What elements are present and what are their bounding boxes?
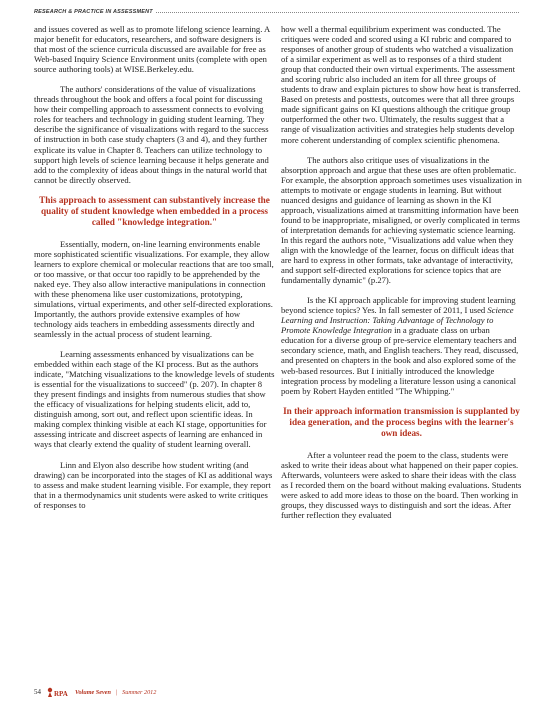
footer-separator: | [115, 688, 118, 696]
left-column [34, 24, 275, 510]
right-column [281, 24, 522, 520]
left-pull-quote: This approach to assessment can substantively increase the quality of student knowledge when embedded in a process called "knowledge integration." [39, 194, 270, 228]
book-title: Science Learning and Instruction: Taking Advantage of Technology to Promote Knowledge Integration [281, 305, 514, 336]
journal-issue: Summer 2012 [122, 688, 157, 696]
svg-text:RPA: RPA [54, 690, 68, 698]
right-paragraph-3-post: in a graduate class on urban education for a diverse group of pre-service elementary teachers and secondary science, math, and English teachers. They read, discussed, and presented on chapters in the book and also explored some of the web-based resources. But I initially introduced the knowledge integration process by modeling a literature lesson using a canonical poem by Robert Hayden entitled "The Whipping." [281, 325, 519, 396]
right-paragraph-4: After a volunteer read the poem to the class, students were asked to write their ideas about what happened on their paper copies. Afterwards, volunteers were asked to share their ideas with the class as I recorded them on the board without making evaluations. Students were asked to add more ideas to those on the board. Then working in groups, they discussed ways to distinguish and sort the ideas. After further reflection they evaluated [281, 449, 522, 520]
journal-volume: Volume Seven [75, 688, 111, 696]
header-dotted-rule [156, 12, 519, 13]
left-paragraph-2: The authors' considerations of the value of visualizations threads throughout the book and offers a focal point for discussing how their compelling approach to assessment connects to evolving roles for teachers and technology in guiding student learning. They describe the significance of visualizations with regard to the success of instruction in both case study chapters (3 and 4), and they further explicate its value in Chapter 8. Teachers can utilize technology to support high levels of science learning because it helps generate and add to the complexity of ideas about things in the natural world that cannot be directly observed. [34, 84, 269, 185]
left-paragraph-4: Learning assessments enhanced by visualizations can be embedded within each stage of the KI process. But as the authors indicate, "Matching visualizations to the knowledge levels of students is essential for the visualizations to succeed" (p. 207). In chapter 8 they present findings and insights from numerous studies that show the efficacy of visualizations for helping students elicit, add to, distinguish among, sort out, and reflect upon scientific ideas. In making complex thinking visible at each KI stage, opportunities for assessing intricate and discreet aspects of learning are enhanced in ways that clearly extend the quality of student learning overall. [34, 349, 275, 450]
right-paragraph-1: how well a thermal equilibrium experiment was conducted. The critiques were coded and scored using a KI rubric and compared to responses of another group of students who watched a visualization of a similar experiment as well as to responses of a third student group that conducted their own virtual experiments. The assessment and scoring rubric also included an item for all three groups of students to draw and explain pictures to show how heat is transferred. Based on pretests and posttests, outcomes were that all three groups made significant gains on KI questions although the critique group outperformed the other two. Ultimately, the results suggest that a range of visualization activities and strategies help students develop more coherent understanding of complex scientific phenomena. [281, 24, 521, 145]
page-footer [34, 685, 156, 699]
right-paragraph-3-pre: Is the KI approach applicable for improving student learning beyond science topics? Yes. In fall semester of 2011, I used [281, 295, 516, 316]
page-number: 54 [34, 688, 41, 696]
rpa-logo-icon [46, 686, 70, 698]
running-header [34, 7, 519, 17]
left-paragraph-1: and issues covered as well as to promote lifelong science learning. A major benefit for educators, researchers, and software designers is that most of the science curricula discussed are available for free as Web-based Inquiry Science Environment units (complete with open source authoring tools) at WISE.Berkeley.edu. [34, 24, 270, 75]
right-pull-quote: In their approach information transmission is supplanted by idea generation, and the process begins with the learner's own ideas. [283, 405, 520, 439]
left-paragraph-5: Linn and Elyon also describe how student writing (and drawing) can be incorporated into the stages of KI as additional ways to assess and make student learning visible. For example, they report that in a thermodynamics unit students were asked to write critiques of responses to [34, 459, 273, 510]
running-header-label: RESEARCH & PRACTICE IN ASSESSMENT [34, 9, 153, 15]
right-paragraph-3 [281, 295, 522, 395]
right-paragraph-2: The authors also critique uses of visualizations in the absorption approach and argue that these uses are often problematic. For example, the absorption approach sometimes uses visualization in attempts to motivate or engage students in learning. But without nuanced designs and guidance of learning as shown in the KI approach, visualizations aimed at transmitting information have been found to be inappropriate, misaligned, or overly complicated in terms of interpretation demands for achieving systematic science learning. In this regard the authors note, "Visualizations add value when they align with the knowledge of the learner, focus on difficult ideas that are hard to express in other formats, take advantage of interactivity, and support self-directed explorations for science topics that are fundamentally dynamic" (p.27). [281, 154, 522, 286]
left-paragraph-3: Essentially, modern, on-line learning environments enable more sophisticated scientific visualizations. For example, they allow learners to explore chemical or molecular reactions that are too small, or too massive, or that occur too rapidly to be apprehended by the naked eye. They also allow interactive manipulations in connection with these phenomena like user customizations, prototyping, simulations, virtual experiments, and other self-directed explorations. Importantly, the authors provide extensive examples of how technology aids teachers in embedding assessments directly and seamlessly in the actual process of student learning. [34, 238, 274, 340]
